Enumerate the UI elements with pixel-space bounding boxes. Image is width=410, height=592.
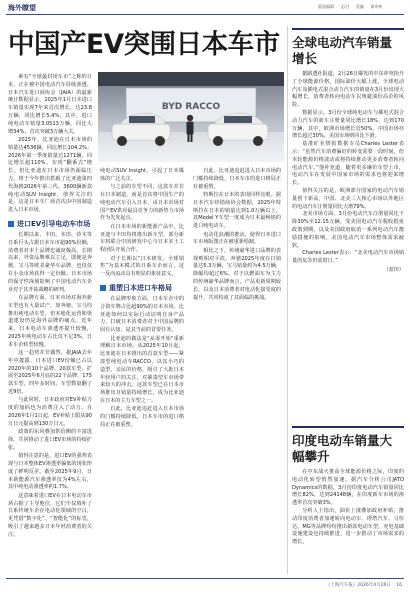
paragraph: 北美市场方面，3月份电动汽车注册量同比下降30%至12.15万辆。受美国电动汽车税收抵免政策到期，以及美国政府取消一系列电动汽车激励措施的影响，美国电动汽车市场整体需求疲软。	[292, 211, 404, 249]
column-divider	[287, 26, 288, 574]
paragraph: 素有“全球最封闭车市”之称的日本，正在被中国电动汽车持续渗透。日本汽车进口商协会（JAIA）的最新统计数据显示，2025年1月日本进口车销量实现7年来首次增长，达23.8万辆，同比增长5.4%，其中，进口纯电动车销量3.0513万辆，同比大增34%，首次突破3万辆大关。	[8, 74, 92, 135]
paragraph: 自此，比亚迪追赶进入日本市场的门槛持续降低，日本车市的进口格局正在被重塑。	[100, 406, 184, 428]
author-credit: （蓝田）	[383, 266, 404, 273]
paragraph: 与此同时，日本政府对EV补贴力度的加码也为消费注入了动力。自2026年1月1日起，EV补贴上限从90万日元提高到130万日元。	[8, 397, 92, 427]
writer-credit: 文/吕	[340, 4, 350, 9]
page-footer	[0, 578, 410, 592]
paragraph: 对于长期以“日本研发、全球销售”为基本模式的日系车企而言，这一反向流动具有明显的象征意义。	[100, 255, 184, 278]
main-headline: 中国产EV突围日本车市	[8, 29, 280, 60]
paragraph: 纯电动SUV Insight，引起了日本媒体的广泛关注。	[100, 168, 184, 182]
paragraph: 与之前的车型不同，这款车并非在日本制造，而是首次将中国生产的纯电动汽车引入日本，由日本市场对国产EV供应最具竞争力的新势力市场作为先发起点。	[100, 184, 184, 222]
footer-info	[326, 582, 402, 588]
paragraph: 据路透社报道，2月26日爆发的中东冲突抬升了全球能源价格，国际油价大幅上涨，全球电动汽车及插电式混合动力汽车的销量在3月份出现大幅增长，消费者转向电动车以规避油价高企的风险。	[292, 71, 404, 109]
paragraph: 在日本市场的新能源产品中，比亚迪与丰田均将推出新车型，部分新车将联合中国研发中心与日本本土工程团队开展合作。	[100, 223, 184, 254]
paragraph: 在中东战火推高全球能源价格之际，印度的电动化转型悄然加速。据汽车分析公司JATO Dynamics的数据，3月份印度电动汽车销量同比增长82%，达到24148辆，在印度新车市场的渗透率首次突破3%。	[292, 469, 404, 507]
article-column-2	[100, 168, 184, 430]
sidebar-body	[292, 469, 404, 547]
sidebar-top-rule	[292, 28, 404, 30]
sidebar-title: 全球电动汽车销量增长	[292, 35, 393, 66]
paragraph: 值得关注的是，欧洲部分国家的电动汽车销量创下新高，中国、北美三大核心市场以外地区的电动汽车注册量同比大增79%。	[292, 187, 404, 210]
paragraph: 相比之下，传统豪华进口品牌的表现则相对平淡。奔驰2025年度在日销量达5.3万辆，宝马销量约为4.5万辆，降幅均超过6%。对于以燃油车为主力的传统豪华品牌而言，产品更新周期较长，以及日本消费者对电动化接受度的提升，共同构成了其面临的挑战。	[193, 247, 281, 301]
subheading-text: 进口EV引导电动车市场	[17, 219, 91, 228]
publication-date: 《上海汽车报》2026年4月26日	[325, 583, 391, 588]
paragraph: 基准矿业情报数据专员Charles Lester表示：“虽然汽车消费偏好的转变需要一段时间，但本轮能源价格波动或将持续推动更多消费者转向电动汽车。”他补充道，随着更多廉价车型上市，电动汽车在发展中国家市场的需求也将迎来增长。	[292, 141, 404, 187]
paragraph: Charles Lester表示：“北美电动汽车市场销量的复苏仍需时日。”	[292, 250, 404, 265]
editor-credit: 版面编辑	[318, 4, 334, 9]
proof-credit: 请审核	[370, 4, 383, 9]
paragraph: 这意味着进口EV在日本电动车市场占据了主导地位，它们不仅填补了日系传统车企在电动化领域的空白，更凭借“数字化”、“智能化”的标签，吸引了越来越多日本年轻消费者的关注。	[8, 492, 92, 538]
paragraph: 特斯拉在日本的表现同样亮眼。据日本汽车经销商协会数据，2025年特斯拉在日本的销量达到1.0万辆以上，其Model Y车型一度成为日本最畅销的进口纯电动车。	[193, 191, 281, 230]
footer-rule	[6, 578, 404, 579]
subheading-import-ev	[8, 219, 92, 229]
paragraph: 分析人士指出，油价上涨叠加政府补贴，推动印度消费者加速转向电动车。塔塔汽车、马恒达、MG等品牌纷纷推出新款电动车型，充电基础设施建设也持续推进，进一步推动了市场需求的增长。	[292, 507, 404, 546]
subheading-marker-icon	[100, 285, 106, 291]
article-column-1	[8, 74, 92, 540]
subheading-marker-icon	[8, 221, 14, 227]
paragraph: 值得注意的是，进口EV的强势表现与日本整体EV渗透率偏低的现状形成了鲜明反差。截至2025年9月，日本新能源汽车渗透率仅为4%左右，其中纯电动渗透率约1.7%。	[8, 453, 92, 491]
launch-event-photo	[98, 72, 284, 162]
sidebar-title: 印度电动车销量大幅攀升	[292, 433, 393, 464]
editor-credits	[318, 4, 387, 10]
page-header	[0, 0, 410, 14]
paragraph: 2025年，比亚迪在日本市场的销量达4536辆，同比增长104.2%；2026年第一季度销量达1271辆，同比增长超110%。实现“翻番式”增长。但比亚迪在日本市场仍面临压力，将于今年推出搭载了比亚迪第四代海鸥2026年第三代、3600辆新款纯电动SUV Insight，值得关注的是，这是日本车厂商首次由中国制造进入日本市场。	[8, 136, 92, 214]
designer-credit: 美编	[355, 4, 364, 9]
paragraph: 自此，比亚迪追赶进入日本市场的门槛持续降低，日本车市的进口格局正在被重塑。	[193, 168, 281, 190]
paragraph: 在品牌方面，日本市场对海外新车型也有大量试产，如奔驰、宝马均推出纯电动车型，但本地化运营和渠道建设仍是海外品牌的痛点。近年来，日本电动车渗透率提升较慢，2025年纯电动车占比仅不足3%，日本车企转型较慢。	[8, 294, 92, 348]
paragraph: 比亚迪的做法是“从零开始”重新理解日本市场。从2025年10月起，比亚迪在日本推出的首款车型——紧凑型纯电动车RACCO，以其小巧的造型、亲民的价格，吸引了大批日本年轻用户的关注，对紧凑型车市场带来较大的冲击。这款车型已在日本市场推出且销量持续增长，成为比亚迪在日本的主力车型之一。	[100, 335, 184, 404]
paragraph: 长期以来，丰田、本田、铃木等日系巨头占据日本车市超90%份额，消费者对本土品牌忠诚度极高。长期以来，外资品牌难以立足，即便是奔驰、宝马等欧美豪华车品牌，也仅仅在小众市场获得一定份额。日本市场的保守性深刻影响了中国电动汽车企业对于其开拓战略的研判。	[8, 231, 92, 293]
article-column-3	[193, 168, 281, 303]
header-rule	[6, 14, 404, 15]
sidebar-global-ev	[292, 28, 404, 418]
sidebar-body	[292, 71, 404, 275]
paragraph: 政策的东风叠加供给侧的丰富选择，共同推动了进口EV市场的持续扩张。	[8, 429, 92, 451]
sidebar-india-ev	[292, 426, 404, 574]
paragraph: 在品牌形象方面，日本车企中的合资车牌占比超90%的日本市场，比亚迪如何以实际行动证明自身产品力，打破日本消费者对于中国品牌的固有认知，是其当前的首要任务。	[100, 295, 184, 334]
subheading-reshape	[100, 283, 184, 293]
sidebar-top-rule	[292, 426, 404, 428]
paragraph: 数据显示，3月份全球纯电动车与插电式混合动力汽车的新车注册量同比增长18%，达到170万辆，其中，欧洲市场增长近50%，中国市场亦增长超过30%，美国市场则同比下滑。	[292, 109, 404, 140]
photo-illustration	[98, 72, 284, 162]
section-label: 海外瞭望	[8, 4, 36, 12]
page-number: 16	[396, 583, 402, 588]
screen-text: BYD RACCO	[161, 102, 221, 112]
paragraph: 这一趋势并非偶然。据JAIA去年年中披露，日本进口EV份额已占以2020年的10个品牌、20款车型，扩展至2025年6月底的22个品牌、175款车型，四年多时间，车型数量翻了近9倍。	[8, 350, 92, 396]
subheading-text: 重塑日本进口车格局	[109, 283, 172, 292]
paragraph: 电动化浪潮的推动，使得日本进口车市场版图正在被重新绘制。	[193, 231, 281, 246]
